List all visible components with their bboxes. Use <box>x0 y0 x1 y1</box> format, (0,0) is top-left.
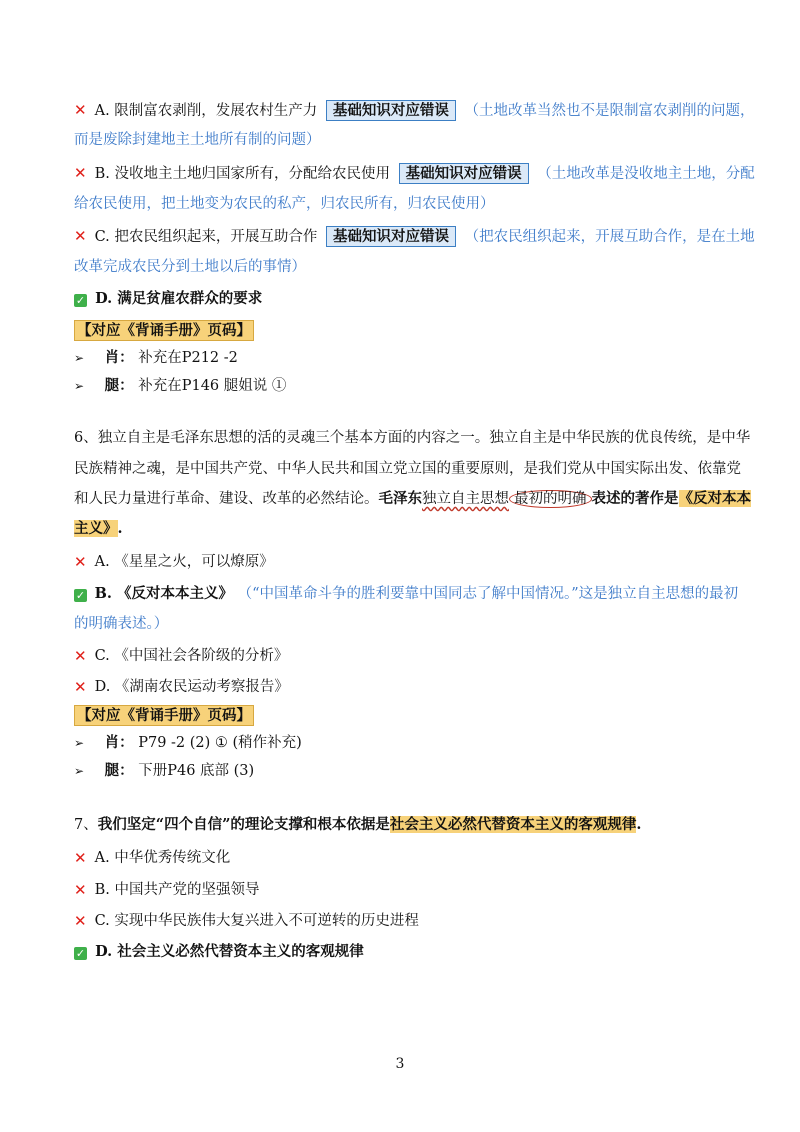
reference-key: 肖： <box>104 734 134 751</box>
option-label: A. 中华优秀传统文化 <box>94 850 231 866</box>
reference-value: 补充在P212 -2 <box>138 350 238 366</box>
explanation-note: （土地改革当然也不是限制富农剥削的问题， <box>464 103 755 119</box>
wavy-underlined-text: 独立自主思想 <box>422 491 509 507</box>
q6-option-c <box>74 646 734 666</box>
error-tag: 基础知识对应错误 <box>326 226 456 247</box>
q5-option-c <box>74 226 755 247</box>
wrong-icon: ✕ <box>74 101 87 119</box>
q5-option-b <box>74 163 755 184</box>
option-label: C. 把农民组织起来，开展互助合作 <box>94 229 318 245</box>
check-icon: ✓ <box>75 947 86 960</box>
wrong-icon: ✕ <box>74 678 87 696</box>
reference-header: 【对应《背诵手册》页码】 <box>74 705 254 726</box>
q5-option-a <box>74 100 755 121</box>
option-label: D. 社会主义必然代替资本主义的客观规律 <box>95 943 364 960</box>
q5-option-c-note-cont: 改革完成农民分到土地以后的事情） <box>74 259 306 275</box>
option-label: B. 《反对本本主义》 <box>94 585 233 602</box>
answer-highlight: 主义》 <box>74 520 118 537</box>
error-tag: 基础知识对应错误 <box>326 100 456 121</box>
page-number: 3 <box>395 1056 405 1072</box>
q6-reference-item-2 <box>74 761 734 781</box>
bullet-arrow-icon: ➢ <box>74 736 85 750</box>
stem-end: . <box>117 520 123 537</box>
reference-header: 【对应《背诵手册》页码】 <box>74 320 254 341</box>
circled-text: 最初的明确 <box>509 490 592 508</box>
reference-key: 腿： <box>104 377 134 394</box>
wrong-icon: ✕ <box>74 881 87 899</box>
q7-stem <box>74 815 734 835</box>
stem-text: 和人民力量进行革命、建设、改革的必然结论。 <box>74 491 379 507</box>
explanation-note: （“中国革命斗争的胜利要靠中国同志了解中国情况。”这是独立自主思想的最初 <box>237 586 739 602</box>
stem-bold: 我们坚定“四个自信”的理论支撑和根本依据是 <box>97 816 390 833</box>
stem-end: . <box>636 816 642 833</box>
option-label: A. 限制富农剥削，发展农村生产力 <box>94 103 318 119</box>
answer-highlight: 社会主义必然代替资本主义的客观规律 <box>389 816 637 833</box>
q6-option-b <box>74 584 739 604</box>
q6-option-b-note-cont: 的明确表述。） <box>74 616 169 632</box>
q5-reference-item-2 <box>74 376 734 396</box>
error-tag: 基础知识对应错误 <box>399 163 529 184</box>
check-icon: ✓ <box>75 589 86 602</box>
wrong-icon: ✕ <box>74 553 87 571</box>
reference-key: 腿： <box>104 762 134 779</box>
q7-option-c <box>74 911 734 931</box>
stem-bold: 毛泽东 <box>378 490 422 507</box>
answer-highlight: 《反对本本 <box>678 490 751 507</box>
wrong-icon: ✕ <box>74 227 87 245</box>
q5-reference <box>74 320 734 341</box>
wrong-icon: ✕ <box>74 647 87 665</box>
q6-reference-item-1 <box>74 733 734 753</box>
q5-option-a-note-cont: 而是废除封建地主土地所有制的问题） <box>74 132 321 148</box>
wrong-icon: ✕ <box>74 912 87 930</box>
q7-option-d <box>74 942 734 962</box>
q6-option-a <box>74 552 734 572</box>
stem-bold: 表述的著作是 <box>591 490 679 507</box>
option-label: D. 《湖南农民运动考察报告》 <box>94 679 289 695</box>
wrong-icon: ✕ <box>74 164 87 182</box>
q5-option-b-note-cont: 给农民使用，把土地变为农民的私产，归农民所有，归农民使用） <box>74 196 495 212</box>
q6-reference <box>74 705 734 726</box>
q6-stem-line-4 <box>74 519 734 539</box>
bullet-arrow-icon: ➢ <box>74 351 85 365</box>
reference-key: 肖： <box>104 349 134 366</box>
reference-value: 补充在P146 腿姐说 ① <box>138 378 287 394</box>
option-label: C. 《中国社会各阶级的分析》 <box>94 648 289 664</box>
explanation-note: （把农民组织起来，开展互助合作，是在土地 <box>464 229 755 245</box>
check-icon: ✓ <box>75 294 86 307</box>
q6-option-d <box>74 677 734 697</box>
wrong-icon: ✕ <box>74 849 87 867</box>
reference-value: 下册P46 底部 (3) <box>138 763 255 779</box>
q6-stem-line-2: 民族精神之魂，是中国共产党、中华人民共和国立党立国的重要原则，是我们党从中国实际出发、依靠党 <box>74 461 741 477</box>
q7-option-b <box>74 880 734 900</box>
stem-number: 7、 <box>74 817 98 833</box>
q7-option-a <box>74 848 734 868</box>
bullet-arrow-icon: ➢ <box>74 764 85 778</box>
option-label: D. 满足贫雇农群众的要求 <box>95 290 263 307</box>
explanation-note: （土地改革是没收地主土地，分配 <box>537 166 755 182</box>
q6-stem-line-1: 6、独立自主是毛泽东思想的活的灵魂三个基本方面的内容之一。独立自主是中华民族的优良传统，是中华 <box>74 430 751 446</box>
q5-option-d <box>74 289 734 309</box>
reference-value: P79 -2 (2) ① (稍作补充) <box>138 735 302 751</box>
option-label: B. 中国共产党的坚强领导 <box>94 882 260 898</box>
option-label: C. 实现中华民族伟大复兴进入不可逆转的历史进程 <box>94 913 419 929</box>
q6-stem-line-3 <box>74 489 751 509</box>
option-label: A. 《星星之火，可以燎原》 <box>94 554 274 570</box>
q5-reference-item-1 <box>74 348 734 368</box>
bullet-arrow-icon: ➢ <box>74 379 85 393</box>
option-label: B. 没收地主土地归国家所有，分配给农民使用 <box>94 166 390 182</box>
